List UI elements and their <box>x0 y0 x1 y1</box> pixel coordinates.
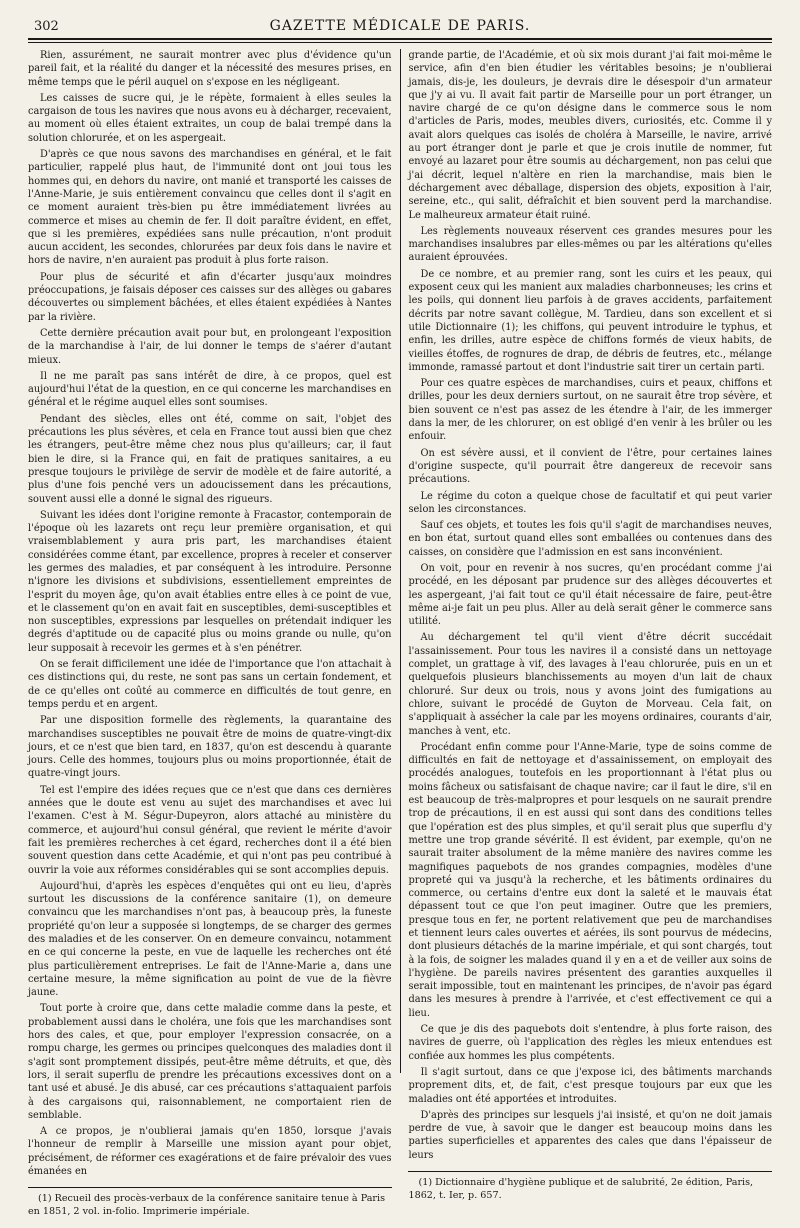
paragraph: Pendant des siècles, elles ont été, comme on sait, l'objet des précautions les plus sévères, et cela en France tout aussi bien que chez les étrangers, peut-être même chez nous plus qu'ailleurs; car, il faut bien le dire, si la France qui, en fait de pratiques sanitaires, a eu presque toujours le privilège de servir de modèle et de faire autorité, a plus d'une fois penché vers un adoucissement dans les précautions, souvent aussi elle a donné le signal des rigueurs. <box>28 413 392 505</box>
right-column-footnotes <box>408 1171 772 1212</box>
paragraph: D'après des principes sur lesquels j'ai insisté, et qu'on ne doit jamais perdre de vue, à savoir que le danger est beaucoup moins dans les parties superficielles et apparentes des cales que dans l'épaisseur de leurs <box>408 1109 772 1161</box>
right-column <box>408 49 772 1202</box>
paragraph: Il ne me paraît pas sans intérêt de dire, à ce propos, quel est aujourd'hui l'état de la question, en ce qui concerne les marchandises en général et le régime auquel elles sont soumises. <box>28 370 392 409</box>
paragraph: Il s'agit surtout, dans ce que j'expose ici, des bâtiments marchands proprement dits, et, de fait, c'est presque toujours par eux que les maladies ont été apportées et introduites. <box>408 1066 772 1105</box>
footnote: (1) Dictionnaire d'hygiène publique et de salubrité, 2e édition, Paris, 1862, t. Ier, p. 657. <box>408 1177 754 1202</box>
paragraph: On est sévère aussi, et il convient de l'être, pour certaines laines d'origine suspecte, qu'il pourrait être dangereux de recevoir sans précautions. <box>408 447 772 486</box>
paragraph: Suivant les idées dont l'origine remonte à Fracastor, contemporain de l'époque où les lazarets ont reçu leur première organisation, et qui vraisemblablement y aura pris part, les marchandises étaient considérées comme étant, par excellence, propres à receler et conserver les germes des maladies, et par conséquent à les introduire. Personne n'ignore les divisions et subdivisions, essentiellement empreintes de l'esprit du moyen âge, qu'on avait établies entre elles à ce point de vue, et le classement qu'on en avait fait en susceptibles, demi-susceptibles et non susceptibles, expressions par lesquelles on prétendait indiquer les degrés d'aptitude ou de capacité plus ou moins grande ou nulle, qu'on leur supposait à recevoir les germes et à s'en pénétrer. <box>28 509 392 654</box>
paragraph: Pour ces quatre espèces de marchandises, cuirs et peaux, chiffons et drilles, pour les deux derniers surtout, on ne saurait être trop sévère, et bien souvent ce n'est pas assez de les étendre à l'air, de les immerger dans la mer, de les chlorurer, on est obligé d'en venir à les brûler ou les enfouir. <box>408 378 772 443</box>
paragraph: grande partie, de l'Académie, et où six mois durant j'ai fait moi-même le service, afin d'en bien étudier les véritables besoins; je n'oublierai jamais, dis-je, les douleurs, je devrais dire le désespoir d'un armateur que j'y ai vu. Il avait fait partir de Marseille pour un port étranger, un navire chargé de ce qu'on désigne dans le commerce sous le nom d'articles de Paris, modes, meubles divers, curiosités, etc. Comme il y avait alors quelques cas isolés de choléra à Marseille, le navire, arrivé au port étranger dont je parle et que je crois inutile de nommer, fut envoyé au lazaret pour être soumis au déchargement, non pas celui que j'ai décrit, lequel n'altère en rien la marchandise, mais bien le déchargement avec déballage, dispersion des objets, exposition à l'air, sereine, etc., qui salit, défraîchit et bien souvent perd la marchandise. Le malheureux armateur était ruiné. <box>408 50 772 221</box>
paragraph: Pour plus de sécurité et afin d'écarter jusqu'aux moindres préoccupations, je faisais déposer ces caisses sur des allèges ou gabares découvertes ou simplement bâchées, et elles étaient expédiées à Nantes par la rivière. <box>28 271 392 323</box>
left-column-text <box>28 49 392 1181</box>
paragraph: Tout porte à croire que, dans cette maladie comme dans la peste, et probablement aussi dans le choléra, une fois que les marchandises sont hors des cales, et que, pour employer l'expression consacrée, on a rompu charge, les germes ou principes quelconques des maladies dont il s'agit sont promptement dissipés, peut-être même détruits, et que, dès lors, il serait superflu de prendre les précautions excessives dont on a tant usé et abusé. Je dis abusé, car ces précautions s'attaquaient parfois à des cargaisons qui, raisonnablement, ne comportaient rien de semblable. <box>28 1003 392 1121</box>
running-title: GAZETTE MÉDICALE DE PARIS. <box>269 18 531 34</box>
paragraph: Cette dernière précaution avait pour but, en prolongeant l'exposition de la marchandise à l'air, de lui donner le temps de s'aérer d'autant mieux. <box>28 327 392 366</box>
paragraph: Sauf ces objets, et toutes les fois qu'il s'agit de marchandises neuves, en bon état, surtout quand elles sont emballées ou contenues dans des caisses, on considère que l'admission en est sans inconvénient. <box>408 520 772 558</box>
paragraph: Au déchargement tel qu'il vient d'être décrit succédait l'assainissement. Pour tous les navires il a consisté dans un nettoyage complet, un grattage à vif, des lavages à l'eau chlorurée, puis en un et quelquefois plusieurs blanchissements au moyen d'un lait de chaux chloruré. Sur deux ou trois, nous y avons joint des fumigations au chlore, suivant le procédé de Guyton de Morveau. Cela fait, on s'appliquait à assécher la cale par les moyens ordinaires, courants d'air, manches à vent, etc. <box>408 632 772 737</box>
page-header <box>28 12 772 38</box>
paragraph: Par une disposition formelle des règlements, la quarantaine des marchandises susceptibles ne pouvait être de moins de quatre-vingt-dix jours, et ce n'est que bien tard, en 1837, qu'on est descendu à quarante jours. Celle des hommes, toujours plus ou moins proportionnée, était de quatre-vingt jours. <box>28 715 392 780</box>
footnote: (1) Recueil des procès-verbaux de la conférence sanitaire tenue à Paris en 1851, 2 vol. in-folio. Imprimerie impériale. <box>28 1193 386 1218</box>
header-rule-thin <box>28 42 772 43</box>
paragraph: On se ferait difficilement une idée de l'importance que l'on attachait à ces distinctions qui, du reste, ne sont pas sans un certain fondement, et de ce qu'elles ont coûté au commerce en difficultés de tout genre, en temps perdu et en argent. <box>28 659 392 710</box>
paragraph: Ce que je dis des paquebots doit s'entendre, à plus forte raison, des navires de guerre, où l'application des règles les mieux entendues est confiée aux hommes les plus compétents. <box>408 1024 772 1062</box>
left-column <box>28 49 392 1218</box>
paragraph: Aujourd'hui, d'après les espèces d'enquêtes qui ont eu lieu, d'après surtout les discussions de la conférence sanitaire (1), on demeure convaincu que les marchandises n'ont pas, à beaucoup près, la funeste propriété qu'on leur a supposée si longtemps, de se charger des germes des maladies et de les conserver. On en demeure convaincu, notamment en ce qui concerne la peste, en vue de laquelle les recherches ont été plus particulièrement entreprises. Le fait de l'Anne-Marie a, dans une certaine mesure, la même signification au point de vue de la fièvre jaune. <box>28 880 392 999</box>
paragraph: Les caisses de sucre qui, je le répète, formaient à elles seules la cargaison de tous les navires que nous avons eu à décharger, recevaient, au moment où elles étaient extraites, un coup de balai trempé dans la solution chlorurée, et on les aspergeait. <box>28 92 392 144</box>
paragraph: De ce nombre, et au premier rang, sont les cuirs et les peaux, qui exposent ceux qui les manient aux maladies charbonneuses; les crins et les poils, qui donnent lieu parfois à de graves accidents, parfaitement décrits par notre savant collègue, M. Tardieu, dans son excellent et si utile Dictionnaire (1); les chiffons, qui peuvent introduire le typhus, et enfin, les drilles, autre espèce de chiffons formés de vieux habits, de vieilles étoffes, de rognures de drap, de débris de feutres, etc., mélange immonde, ramassé partout et dont l'industrie sait tirer un certain parti. <box>408 268 772 373</box>
paragraph: On voit, pour en revenir à nos sucres, qu'en procédant comme j'ai procédé, en les déposant par prudence sur des allèges découvertes et les aspergeant, j'ai fait tout ce qu'il était nécessaire de faire, peut-être même ai-je fait un peu plus. Aller au delà serait gêner le commerce sans utilité. <box>408 562 772 628</box>
column-divider <box>400 49 401 1073</box>
paragraph: A ce propos, je n'oublierai jamais qu'en 1850, lorsque j'avais l'honneur de remplir à Marseille une mission ayant pour objet, précisément, de réformer ces exagérations et de faire prévaloir des vues émanées en <box>28 1126 392 1178</box>
paragraph: D'après ce que nous savons des marchandises en général, et le fait particulier, rappelé plus haut, de l'immunité dont ont joui tous les hommes qui, en dehors du navire, ont manié et transporté les caisses de l'Anne-Marie, je suis entièrement convaincu que celles dont il s'agit en ce moment auraient très-bien pu être immédiatement livrées au commerce et mises au chemin de fer. Il doit paraître évident, en effet, que si les premières, expédiées sans nulle précaution, n'ont produit aucun accident, les secondes, chlorurées par deux fois dans le navire et hors de navire, n'en auraient pas produit à plus forte raison. <box>28 149 392 267</box>
right-column-text <box>408 49 772 1165</box>
paragraph: Les règlements nouveaux réservent ces grandes mesures pour les marchandises insalubres par elles-mêmes ou par les altérations qu'elles auraient éprouvées. <box>408 225 772 264</box>
two-column-body <box>28 49 772 1218</box>
paragraph: Rien, assurément, ne saurait montrer avec plus d'évidence qu'un pareil fait, et la réalité du danger et la nécessité des mesures prises, en même temps que le péril auquel on s'expose en les négligeant. <box>28 50 392 88</box>
page-number: 302 <box>34 19 59 34</box>
paragraph: Tel est l'empire des idées reçues que ce n'est que dans ces dernières années que le doute est venu au sujet des marchandises et avec lui l'examen. C'est à M. Ségur-Dupeyron, alors attaché au ministère du commerce, et aujourd'hui consul général, que revient le mérite d'avoir fait les premières recherches à cet égard, recherches dont il a été bien souvent question dans cette Académie, et qui n'ont pas peu contribué à ouvrir la voie aux réformes considérables qui se sont accomplies depuis. <box>28 784 392 876</box>
header-rule <box>28 38 772 40</box>
paragraph: Le régime du coton a quelque chose de facultatif et qui peut varier selon les circonstances. <box>408 490 772 515</box>
left-column-footnotes <box>28 1187 392 1228</box>
paragraph: Procédant enfin comme pour l'Anne-Marie, type de soins comme de difficultés en fait de nettoyage et d'assainissement, on employait des procédés analogues, toutefois en les proportionnant à l'état plus ou moins fâcheux ou satisfaisant de chaque navire; car il faut le dire, s'il en est beaucoup de très-malpropres et pour lesquels on ne saurait prendre trop de précautions, il en est aussi qui sont dans des conditions telles que l'opération est des plus simples, et qu'il serait plus que superflu d'y mettre une trop grande sévérité. Il est évident, par exemple, qu'on ne saurait traiter absolument de la même manière des navires comme les magnifiques paquebots de nos grandes compagnies, modèles d'une propreté qui va jusqu'à la recherche, et les bâtiments ordinaires du commerce, ou certains d'entre eux dont la saleté et le mauvais état dépassent tout ce que l'on peut imaginer. Outre que les premiers, presque tous en fer, ne portent relativement que peu de marchandises et tiennent leurs cales ouvertes et aérées, ils sont pourvus de médecins, dont plusieurs détachés de la marine impériale, et qui sont chargés, tout à la fois, de soigner les malades quand il y en a et de veiller aux soins de l'hygiène. De pareils navires présentent des garanties auxquelles il serait impossible, tout en maintenant les principes, de n'avoir pas égard dans les mesures à prendre à l'arrivée, et c'est effectivement ce qui a lieu. <box>408 741 772 1019</box>
